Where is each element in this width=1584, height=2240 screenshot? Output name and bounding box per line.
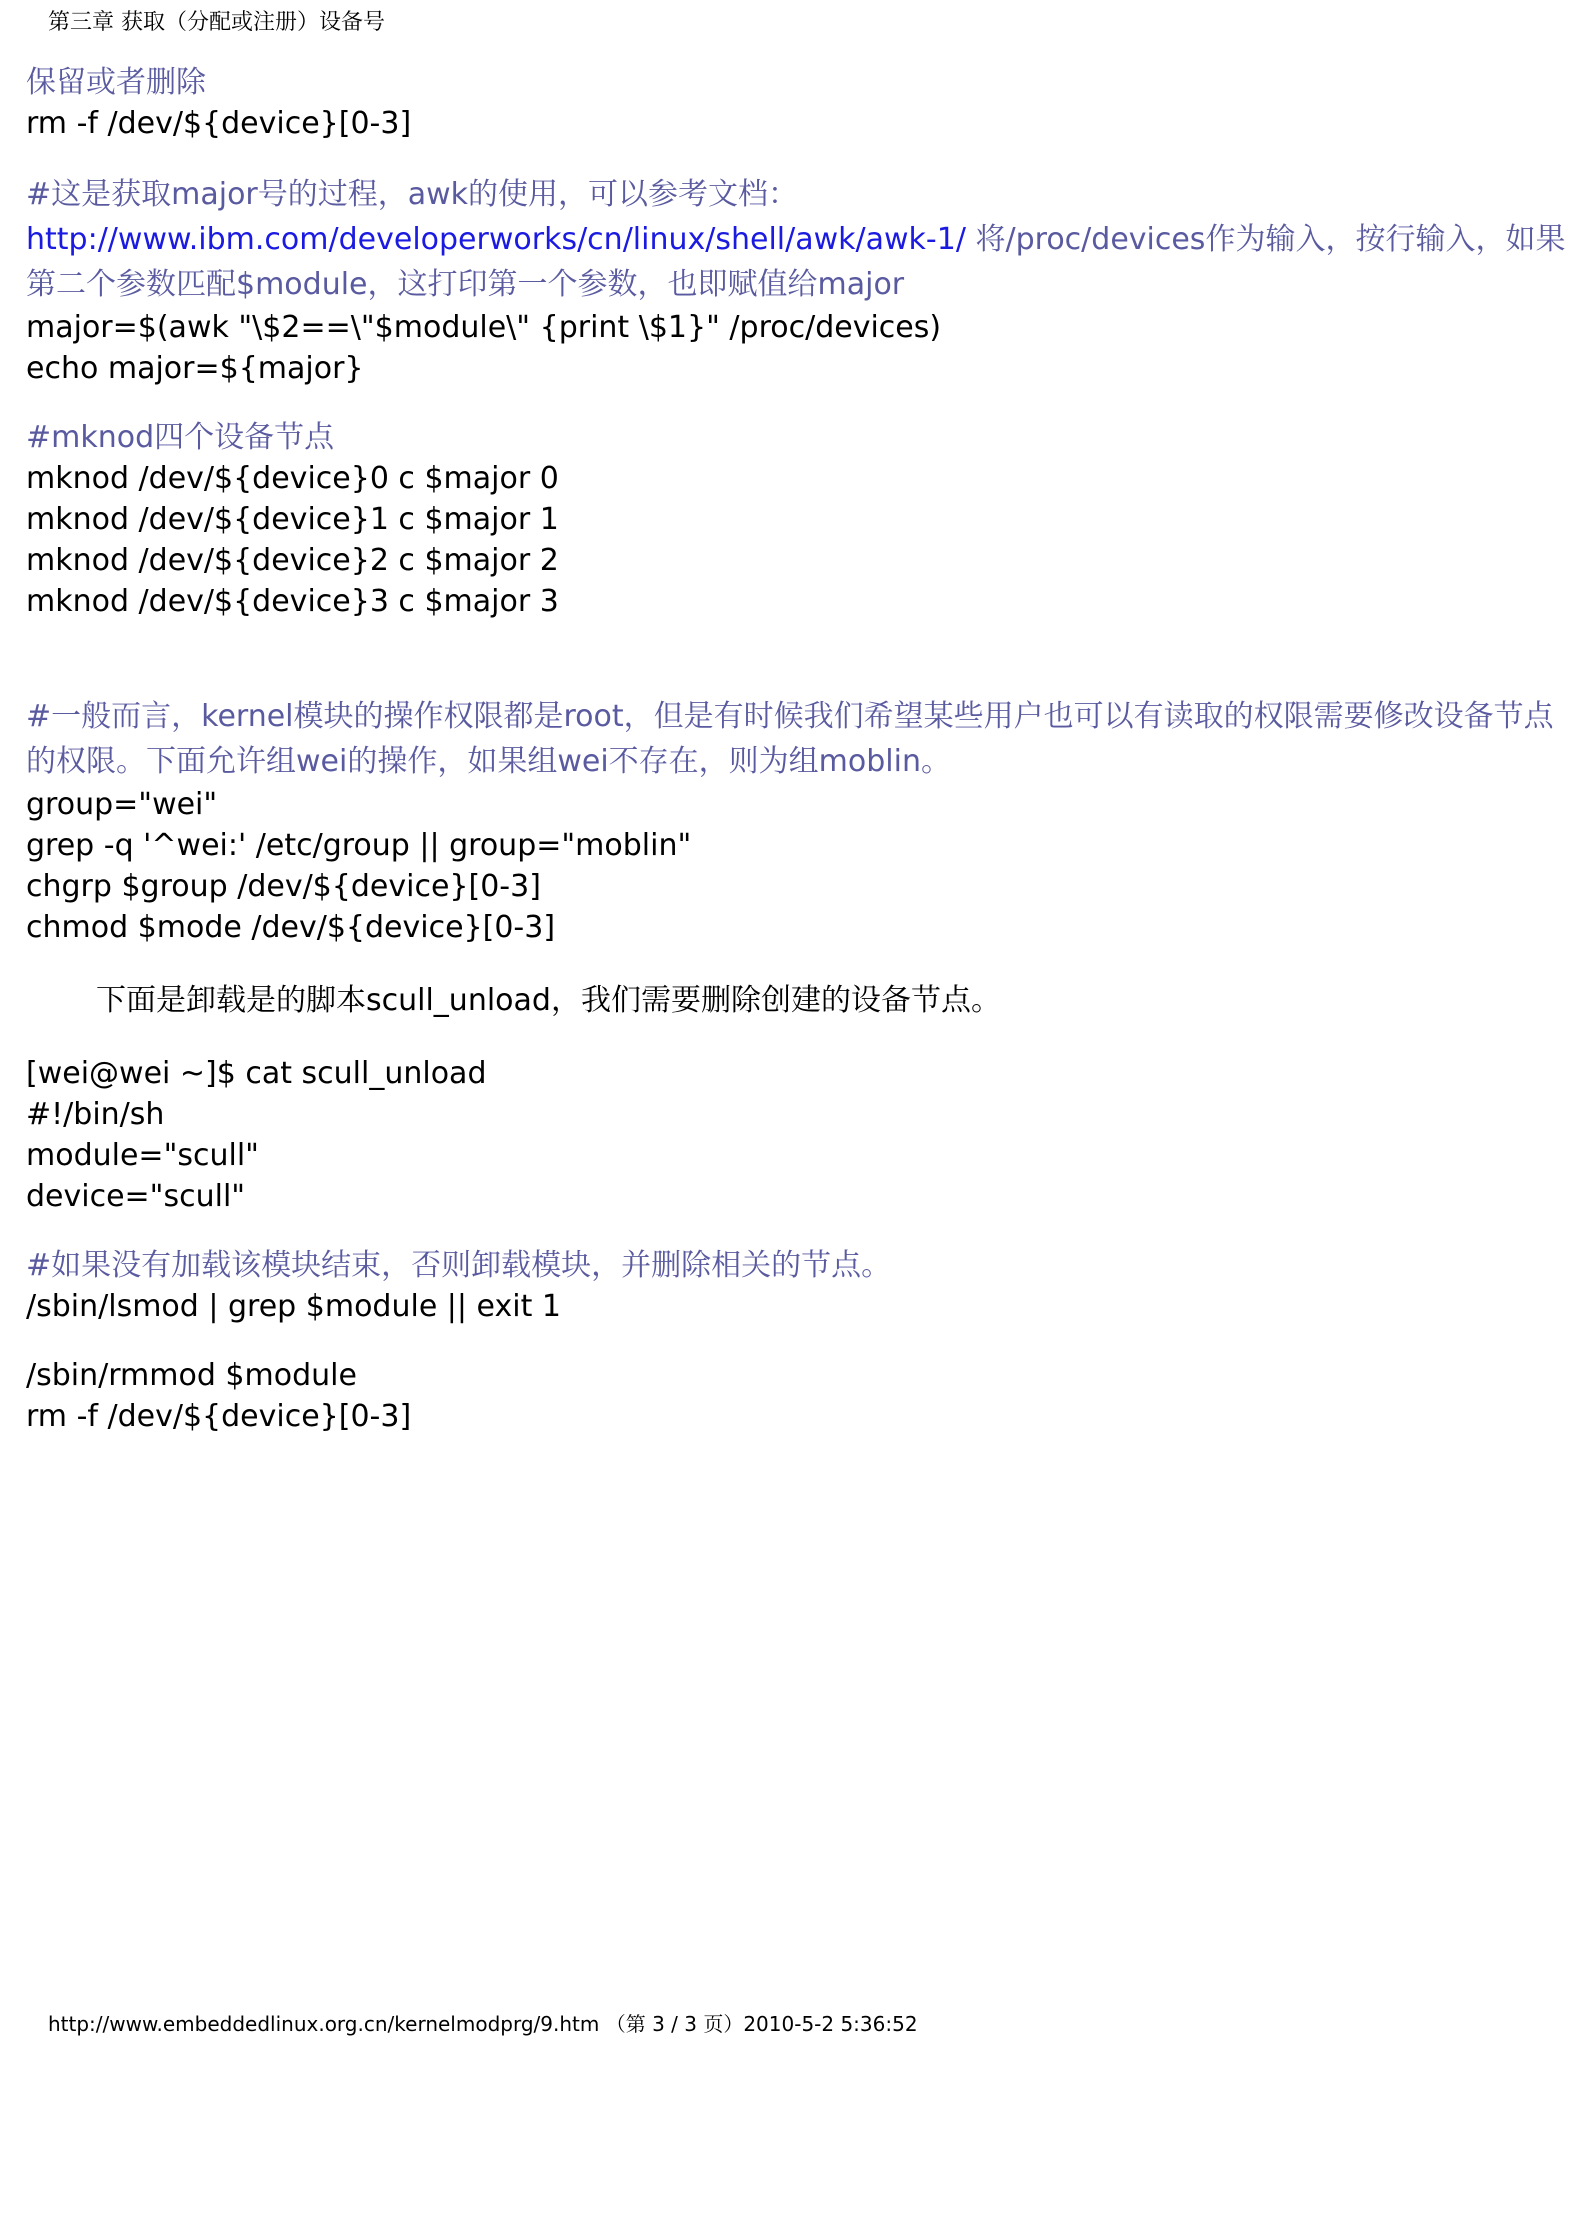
command-line: module="scull" <box>26 1138 259 1173</box>
command-line: /sbin/lsmod | grep $module || exit 1 <box>26 1289 561 1324</box>
command-line: rm -f /dev/${device}[0-3] <box>26 106 412 141</box>
command-line: /sbin/rmmod $module <box>26 1358 357 1393</box>
comment-mknod: #mknod四个设备节点 <box>26 420 335 455</box>
command-line: device="scull" <box>26 1179 246 1214</box>
comment-text: #这是获取major号的过程，awk的使用，可以参考文档： <box>26 177 799 212</box>
command-line: chgrp $group /dev/${device}[0-3] <box>26 869 541 904</box>
comment-unload-module: #如果没有加载该模块结束，否则卸载模块，并删除相关的节点。 <box>26 1248 892 1283</box>
comment-permissions: #一般而言，kernel模块的操作权限都是root，但是有时候我们希望某些用户也可以有读取的权限需要修改设备节点的权限。下面允许组wei的操作，如果组wei不存在，则为组moblin。 <box>26 699 1554 779</box>
command-line: [wei@wei ~]$ cat scull_unload <box>26 1056 487 1091</box>
command-line: group="wei" <box>26 787 218 822</box>
command-line: grep -q '^wei:' /etc/group || group="moblin" <box>26 828 692 863</box>
page-footer: http://www.embeddedlinux.org.cn/kernelmodprg/9.htm （第 3 / 3 页）2010-5-2 5:36:52 <box>48 2012 918 2036</box>
command-line: mknod /dev/${device}3 c $major 3 <box>26 584 559 619</box>
comment-text: 将/proc/devices作为输入，按行输入，如果第二个参数匹配$module，这打印第一个参数，也即赋值给major <box>26 222 1566 302</box>
command-line: mknod /dev/${device}2 c $major 2 <box>26 543 559 578</box>
command-line: mknod /dev/${device}0 c $major 0 <box>26 461 559 496</box>
command-line: mknod /dev/${device}1 c $major 1 <box>26 502 559 537</box>
command-line: chmod $mode /dev/${device}[0-3] <box>26 910 556 945</box>
command-line: #!/bin/sh <box>26 1097 165 1132</box>
page-header-title: 第三章 获取（分配或注册）设备号 <box>48 10 385 35</box>
unload-script-intro: 下面是卸载是的脚本scull_unload，我们需要删除创建的设备节点。 <box>96 983 1001 1018</box>
command-line: echo major=${major} <box>26 351 364 386</box>
document-body <box>26 62 1566 1437</box>
comment-keep-or-delete: 保留或者删除 <box>26 65 206 100</box>
comment-major-awk <box>26 172 1566 307</box>
command-line: major=$(awk "\$2==\"$module\" {print \$1}" /proc/devices) <box>26 310 942 345</box>
ibm-awk-link[interactable]: http://www.ibm.com/developerworks/cn/linux/shell/awk/awk-1/ <box>26 222 966 257</box>
command-line: rm -f /dev/${device}[0-3] <box>26 1399 412 1434</box>
